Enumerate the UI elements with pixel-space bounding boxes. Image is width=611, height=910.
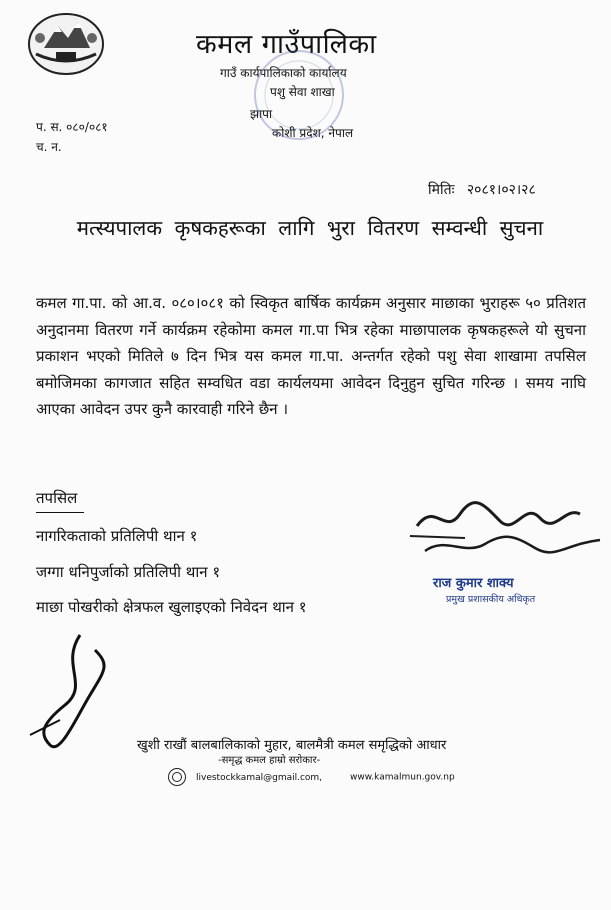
footer-email[interactable]: livestockkamal@gmail.com, xyxy=(196,772,323,783)
footer-website[interactable]: www.kamalmun.gov.np xyxy=(350,772,455,783)
reference-number: प. स. ०८०/०८१ xyxy=(36,120,108,134)
district-address: झापा xyxy=(250,107,273,121)
notice-subject: मत्स्यपालक कृषकहरूका लागि भुरा वितरण सम्वन्धी सुचना xyxy=(76,216,544,240)
footer-contacts xyxy=(168,768,455,786)
signatory-name: राज कुमार शाक्य xyxy=(433,576,514,591)
dispatch-number: च. न. xyxy=(36,140,62,154)
footer-tagline: -समृद्ध कमल हाम्रो सरोकार- xyxy=(218,755,321,766)
annex-item: जग्गा धनिपुर्जाको प्रतिलिपी थान १ xyxy=(36,563,221,581)
footer-slogan: खुशी राखौं बालबालिकाको मुहार, बालमैत्री कमल समृद्धिको आधार xyxy=(137,738,447,753)
notice-body: कमल गा.पा. को आ.व. ०८०।०८१ को स्विकृत बार्षिक कार्यक्रम अनुसार माछाका भुराहरू ५० प्रतिशत अनुदानमा वितरण गर्ने कार्यक्रम रहेकोमा कमल गा.पा भित्र रहेका माछापालक कृषकहरूले यो सुचना प्रकाशन भएको मितिले ७ दिन भित्र यस कमल गा.पा. अन्तर्गत रहेको पशु सेवा शाखामा तपसिल बमोजिमका कागजात सहित सम्वधित वडा कार्यलयमा आवेदन दिनुहुन सुचित गरिन्छ । समय नाघि आएका आवेदन उपर कुनै कारवाही गरिने छैन । xyxy=(36,294,586,418)
left-signature xyxy=(20,625,120,755)
branch-name: पशु सेवा शाखा xyxy=(270,85,335,99)
date-label: मितिः xyxy=(428,182,455,198)
province-address: कोशी प्रदेश, नेपाल xyxy=(272,126,354,140)
office-name: गाउँ कार्यपालिकाको कार्यालय xyxy=(220,66,347,80)
annex-heading: तपसिल xyxy=(36,489,78,507)
annex-item: नागरिकताको प्रतिलिपी थान १ xyxy=(36,527,198,545)
date-value: २०८१।०२।२८ xyxy=(466,182,536,198)
nepal-emblem-logo xyxy=(26,8,106,78)
annex-item: माछा पोखरीको क्षेत्रफल खुलाइएको निवेदन थान १ xyxy=(36,598,307,616)
office-stamp xyxy=(245,40,353,150)
signatory-title: प्रमुख प्रशासकीय अधिकृत xyxy=(446,594,536,605)
annex-underline xyxy=(36,512,84,513)
org-name: कमल गाउँपालिका xyxy=(196,29,377,60)
globe-icon xyxy=(168,768,186,786)
date-row xyxy=(428,180,536,199)
